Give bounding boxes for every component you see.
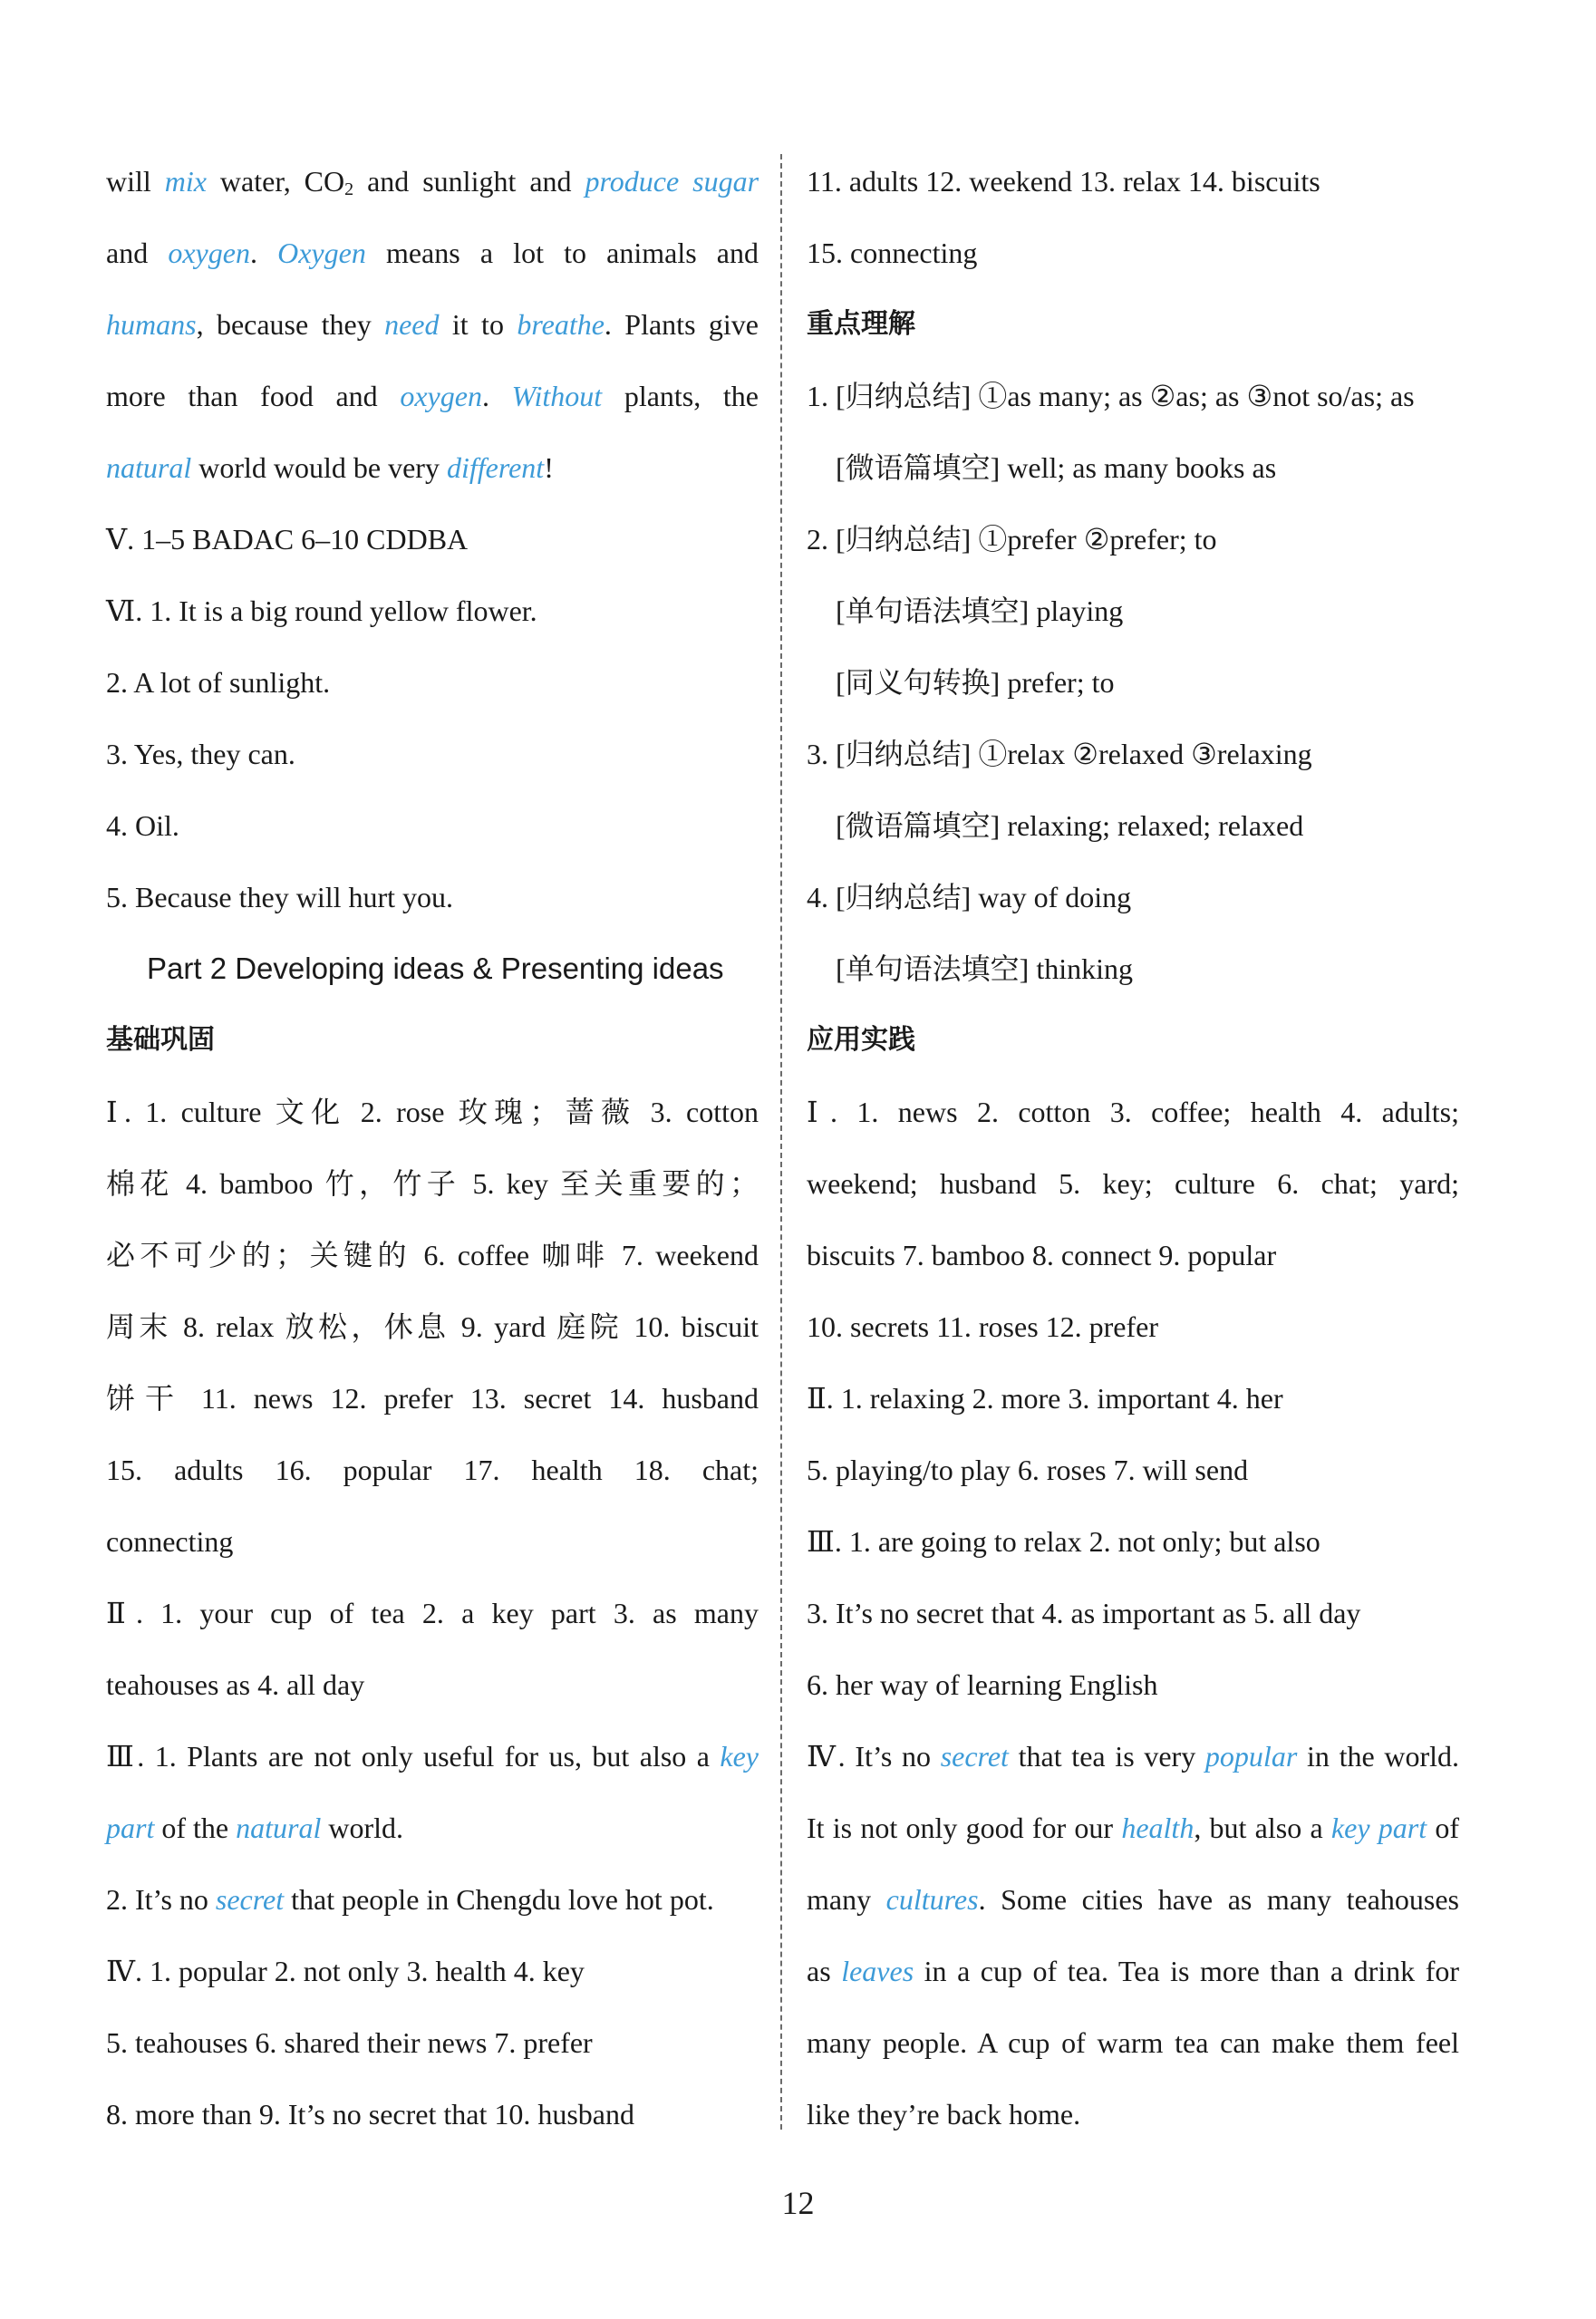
- answer-line: 4. Oil.: [106, 809, 179, 842]
- answer-line: Ⅲ. 1. are going to relax 2. not only; but also: [807, 1525, 1320, 1558]
- passage-line: many people. A cup of warm tea can make them feel: [807, 2026, 1459, 2059]
- answer-line: Ⅲ. 1. Plants are not only useful for us, but also a key: [106, 1740, 759, 1773]
- answer-line: teahouses as 4. all day: [106, 1668, 365, 1701]
- passage-line: more than food and oxygen. Without plants, the: [106, 380, 759, 412]
- answer-line: 3. It’s no secret that 4. as important as 5. all day: [807, 1597, 1361, 1629]
- passage-line: and oxygen. Oxygen means a lot to animals and: [106, 237, 759, 269]
- answer-line: 2. [归纳总结] ①prefer ②prefer; to: [807, 523, 1217, 556]
- answer-line: [微语篇填空] well; as many books as: [836, 451, 1277, 484]
- answer-line: 棉花 4. bamboo 竹，竹子 5. key 至关重要的；: [106, 1167, 759, 1200]
- passage-line: like they’re back home.: [807, 2098, 1081, 2131]
- answer-line: Ⅱ. 1. your cup of tea 2. a key part 3. as many: [106, 1597, 759, 1629]
- passage-line: will mix water, $CO_2$ and sunlight and produce sugar: [106, 165, 759, 199]
- passage-line: natural world would be very different!: [106, 451, 554, 484]
- answer-line: 2. It’s no secret that people in Chengdu love hot pot.: [106, 1883, 714, 1916]
- answer-line: 15. adults 16. popular 17. health 18. chat;: [106, 1454, 759, 1486]
- left-column: [106, 154, 759, 2159]
- answer-line: Ⅰ. 1. news 2. cotton 3. coffee; health 4. adults;: [807, 1096, 1459, 1128]
- page-number: 12: [781, 2185, 815, 2221]
- passage-line: as leaves in a cup of tea. Tea is more than a drink for: [807, 1955, 1460, 1987]
- passage-line: Ⅳ. It’s no secret that tea is very popular in the world.: [807, 1740, 1460, 1773]
- answer-line: 周末 8. relax 放松，休息 9. yard 庭院 10. biscuit: [106, 1310, 759, 1343]
- answer-line: part of the natural world.: [106, 1812, 403, 1844]
- answer-line: connecting: [106, 1525, 234, 1558]
- answer-line: Ⅰ. 1. culture 文化 2. rose 玫瑰；蔷薇 3. cotton: [106, 1096, 759, 1128]
- answer-line: 饼干 11. news 12. prefer 13. secret 14. husband: [106, 1382, 759, 1415]
- answer-line: Ⅱ. 1. relaxing 2. more 3. important 4. her: [807, 1382, 1283, 1415]
- answer-line: 10. secrets 11. roses 12. prefer: [807, 1310, 1159, 1343]
- section-heading: 基础巩固: [106, 1024, 215, 1056]
- answer-line: Ⅴ. 1–5 BADAC 6–10 CDDBA: [106, 523, 469, 556]
- answer-line: 5. Because they will hurt you.: [106, 881, 454, 913]
- answer-line: Ⅵ. 1. It is a big round yellow flower.: [106, 594, 537, 627]
- answer-line: 15. connecting: [807, 237, 978, 269]
- section-heading: 重点理解: [807, 308, 915, 340]
- answer-line: [微语篇填空] relaxing; relaxed; relaxed: [836, 809, 1304, 842]
- answer-line: 4. [归纳总结] way of doing: [807, 881, 1132, 913]
- answer-line: 11. adults 12. weekend 13. relax 14. biscuits: [807, 165, 1320, 198]
- answer-line: 1. [归纳总结] ①as many; as ②as; as ③not so/as; as: [807, 380, 1415, 412]
- part-heading: Part 2 Developing ideas & Presenting ideas: [147, 952, 724, 985]
- passage-line: many cultures. Some cities have as many teahouses: [807, 1883, 1460, 1916]
- answer-line: 6. her way of learning English: [807, 1668, 1158, 1701]
- answer-line: 8. more than 9. It’s no secret that 10. husband: [106, 2098, 634, 2131]
- answer-line: weekend; husband 5. key; culture 6. chat; yard;: [807, 1167, 1459, 1200]
- right-column: [807, 154, 1459, 2159]
- passage-line: humans, because they need it to breathe. Plants give: [106, 308, 759, 341]
- answer-line: 5. playing/to play 6. roses 7. will send: [807, 1454, 1249, 1486]
- answer-line: [单句语法填空] playing: [836, 594, 1124, 627]
- answer-line: biscuits 7. bamboo 8. connect 9. popular: [807, 1239, 1277, 1271]
- column-divider: [780, 154, 782, 2130]
- answer-line: [同义句转换] prefer; to: [836, 666, 1115, 699]
- answer-line: [单句语法填空] thinking: [836, 952, 1133, 985]
- answer-line: 5. teahouses 6. shared their news 7. prefer: [106, 2026, 593, 2059]
- answer-line: 必不可少的；关键的 6. coffee 咖啡 7. weekend: [106, 1239, 759, 1271]
- answer-line: 2. A lot of sunlight.: [106, 666, 331, 699]
- section-heading: 应用实践: [807, 1024, 915, 1056]
- passage-line: It is not only good for our health, but also a key part of: [807, 1812, 1460, 1844]
- answer-line: Ⅳ. 1. popular 2. not only 3. health 4. key: [106, 1955, 585, 1987]
- answer-line: 3. Yes, they can.: [106, 738, 295, 770]
- answer-line: 3. [归纳总结] ①relax ②relaxed ③relaxing: [807, 738, 1312, 770]
